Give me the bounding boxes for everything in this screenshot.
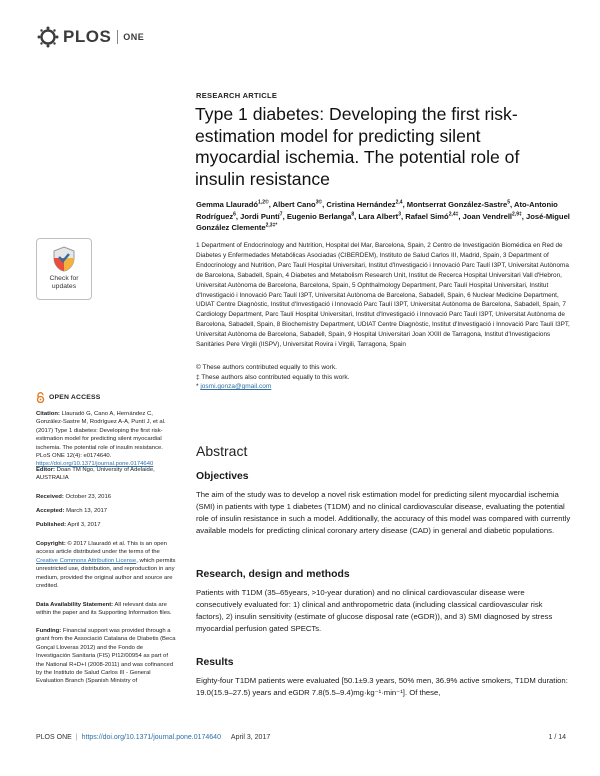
check-for-updates-label: Check for updates <box>49 275 79 290</box>
note-correspondence <box>196 382 556 392</box>
accepted-label: Accepted: <box>36 508 65 514</box>
received-date: October 23, 2016 <box>65 494 112 500</box>
copyright-text-pre: © 2017 Llauradó et al. This is an open access article distributed under the terms of the <box>36 541 167 556</box>
license-link[interactable]: Creative Commons Attribution License <box>36 557 137 564</box>
accepted-block <box>36 507 176 515</box>
logo-sub-text: ONE <box>123 32 145 42</box>
author-entry: Montserrat González-Sastre$^5$, <box>406 199 514 209</box>
author-name: Rafael Simó <box>405 211 449 221</box>
author-notes <box>196 363 556 392</box>
author-affiliation-marker: 6 <box>233 210 236 217</box>
author-affiliation-marker: 2,4 <box>395 199 403 206</box>
corresponding-marker: * <box>275 222 278 229</box>
author-entry: Eugenio Berlanga$^8$, <box>286 210 359 221</box>
correspondence-email-link[interactable]: josmi.gonza@gmail.com <box>200 383 272 390</box>
author-affiliation-marker: 2,4‡ <box>448 210 459 217</box>
page-footer <box>36 734 566 741</box>
editor-label: Editor: <box>36 467 55 473</box>
author-entry: Jordi Puntí$^7$, <box>240 210 287 221</box>
received-label: Received: <box>36 494 64 500</box>
copyright-label: Copyright: <box>36 541 66 547</box>
author-affiliation-marker: 2,9‡ <box>512 210 522 217</box>
citation-label: Citation: <box>36 411 60 417</box>
plos-dots-logo-icon <box>36 26 60 48</box>
objectives-text: The aim of the study was to develop a novel risk estimation model for predicting silent myocardial ischemia (SMI) in patients with type 1 diabetes (T1DM) and no clinical cardiovascular disease, evaluating the potential role of insulin resistance in such a model. Additionally, the accuracy of this model was compared with currently available models for predicting clinical coronary artery disease (CAD) in general and diabetic populations. <box>196 490 571 535</box>
author-name: Lara Albert <box>358 211 399 221</box>
author-entry: Joan Vendrell$^{2,9\ddagger}$, <box>462 210 527 221</box>
footer-separator: | <box>75 734 78 741</box>
correspondence-marker: * <box>196 383 201 390</box>
author-affiliation-marker: 1,2© <box>258 199 269 206</box>
author-affiliation-marker: 8 <box>351 210 355 217</box>
published-label: Published: <box>36 522 67 528</box>
open-access-label <box>36 392 100 403</box>
article-title: Type 1 diabetes: Developing the first risk-estimation model for predicting silent myocardial ischemia. The potential role of insulin resistance <box>195 104 520 189</box>
data-availability-block <box>36 601 176 618</box>
funding-label: Funding: <box>36 628 62 634</box>
logo-divider <box>117 30 118 44</box>
methods-text: Patients with T1DM (35–65years, >10-year duration) and no clinical cardiovascular disease were consecutively evaluated for: 1) clinical and anthropometric data (including classical cardiovascular risk factors), 2) insulin sensitivity (estimate of glucose disposal rate (eGDR)), and 3) SMI diagnosed by stress myocardial perfusion gated SPECTs. <box>196 588 553 633</box>
author-name: Albert Cano <box>272 200 316 209</box>
copyright-text-post: , which permits unrestricted use, distribution, and reproduction in any medium, provided the original author and source are credited. <box>36 557 176 590</box>
footer-separator <box>225 734 227 741</box>
funding-block <box>36 627 176 686</box>
crossmark-icon <box>51 245 77 273</box>
author-affiliation-marker: 7 <box>279 210 283 217</box>
author-name: Jordi Puntí <box>240 211 280 221</box>
check-for-updates-badge[interactable] <box>36 238 92 300</box>
author-name: Montserrat González-Sastre <box>406 200 508 209</box>
logo-brand-text: PLOS <box>63 27 112 46</box>
results-heading: Results <box>196 657 234 668</box>
author-entry: Lara Albert$^3$, <box>358 210 406 221</box>
citation-text: Llauradó G, Cano A, Hernández C, González-Sastre M, Rodríguez A-A, Puntí J, et al. (2017) Type 1 diabetes: Developing the first risk-estimation model for predicting silent myocardial ischemia. The potential role of insulin resistance. PLoS ONE 12(4): e0174640. <box>36 411 166 460</box>
author-entry: Rafael Simó$^{2,4\ddagger}$, <box>405 210 463 221</box>
copyright-block <box>36 540 176 590</box>
note-equal-contribution: © These authors contributed equally to this work. <box>196 364 337 371</box>
editor-block <box>36 466 176 483</box>
author-entry: Gemma Llauradó$^{1,2©}$, <box>196 199 273 209</box>
author-entry: Cristina Hernández$^{2,4}$, <box>326 199 407 209</box>
editor-text: Doan TM Ngo, University of Adelaide, AUSTRALIA <box>36 467 155 482</box>
footer-date: April 3, 2017 <box>230 734 271 741</box>
published-date: April 3, 2017 <box>67 522 101 528</box>
open-access-text: OPEN ACCESS <box>49 394 101 401</box>
abstract-heading: Abstract <box>196 443 248 459</box>
objectives-heading: Objectives <box>196 471 249 482</box>
author-affiliation-marker: 3 <box>398 210 401 217</box>
footer-doi-link[interactable]: https://doi.org/10.1371/journal.pone.0174640 <box>81 734 221 741</box>
author-affiliation-marker: 3© <box>315 199 323 206</box>
open-lock-icon <box>36 392 45 403</box>
author-name: Cristina Hernández <box>326 200 396 209</box>
data-availability-label: Data Availability Statement: <box>36 602 114 608</box>
methods-heading: Research, design and methods <box>196 569 350 580</box>
author-entry: Ato-Antonio Rodríguez$^6$, <box>196 200 558 221</box>
footer-page-number: 1 / 14 <box>548 734 566 741</box>
note-also-contributed: ‡ These authors also contributed equally to this work. <box>196 373 350 381</box>
author-name: Eugenio Berlanga <box>286 211 352 221</box>
author-affiliation-marker: 2,3‡ <box>265 222 276 229</box>
author-entry: Albert Cano$^{3©}$, <box>272 199 327 209</box>
author-name: José-Miguel González Clemente <box>196 211 570 232</box>
article-type: RESEARCH ARTICLE <box>196 91 278 100</box>
author-affiliation-marker: 5 <box>507 199 511 206</box>
accepted-date: March 13, 2017 <box>66 508 108 514</box>
funding-text: Financial support was provided through a grant from the Associació Catalana de Diabetis (Beca Gonçal Lloveras 2012) and the Fondo de Investigación Sanitaria (FIS) PI12/00954 as part of the National R+D+I (2008-2011) and was cofinanced by the Instituto de Salud Carlos III - General Evaluation Branch (Spanish Ministry of <box>36 628 176 685</box>
data-availability-text: All relevant data are within the paper and its Supporting Information files. <box>36 602 172 617</box>
author-name: Ato-Antonio Rodríguez <box>196 200 558 221</box>
author-name: Gemma Llauradó <box>196 200 259 209</box>
received-block <box>36 493 176 501</box>
citation-block <box>36 410 176 469</box>
footer-journal: PLOS ONE <box>36 734 72 741</box>
journal-logo[interactable] <box>36 26 144 48</box>
author-name: Joan Vendrell <box>462 211 513 221</box>
published-block <box>36 521 176 529</box>
affiliations: 1 Department of Endocrinology and Nutrition, Hospital del Mar, Barcelona, Spain, 2 Centro de Investigación Biomédica en Red de Diabetes y Enfermedades Metabólicas Asociadas (CIBERDEM), Instituto de Salud Carlos III, Madrid, Spain, 3 Department of Endocrinology and Nutrition, Parc Taulí Hospital Universitari, Institut d'Investigació i Innovació Parc Taulí I3PT, Universitat Autònoma de Barcelona, Sabadell, Spain, 4 Diabetes and Metabolism Research Unit, Institut de Recerca Hospital Universitari Vall d'Hebron, Universitat Autònoma de Barcelona, Barcelona, Spain, 5 Ophthalmology Department, Parc Taulí Hospital Universitari, Institut d'Investigació i Innovació Parc Taulí I3PT, Universitat Autònoma de Barcelona, Sabadell, Spain, 6 Nuclear Medicine Department, UDIAT Centre Diagnòstic, Institut d'Investigació i Innovació Parc Taulí I3PT, Universitat Autònoma de Barcelona, Sabadell, Spain, 7 Cardiology Department, Parc Taulí Hospital Universitari, Institut d'Investigació i Innovació Parc Taulí I3PT, Universitat Autònoma de Barcelona, Sabadell, Spain, 8 Biochemistry Department, UDIAT Centre Diagnòstic, Institut d'Investigació i Innovació Parc Taulí I3PT, Universitat Autònoma de Barcelona, Sabadell, Spain, 9 Hospital Universitari Joan XXIII de Tarragona, Institut d'Investigacions Sanitàries Pere Virgili (IISPV), Universitat Rovira i Virgili, Tarragona, Spain <box>196 242 570 349</box>
author-list <box>196 199 571 234</box>
results-text: Eighty-four T1DM patients were evaluated [50.1±9.3 years, 50% men, 36.9% active smokers, T1DM duration: 19.0(15.9–27.5) years and eGDR 7.8(5.5–9.4)mg·kg⁻¹·min⁻¹]. Of these, <box>196 676 568 697</box>
citation-doi-link[interactable]: https://doi.org/10.1371/journal.pone.0174640 <box>36 461 154 468</box>
